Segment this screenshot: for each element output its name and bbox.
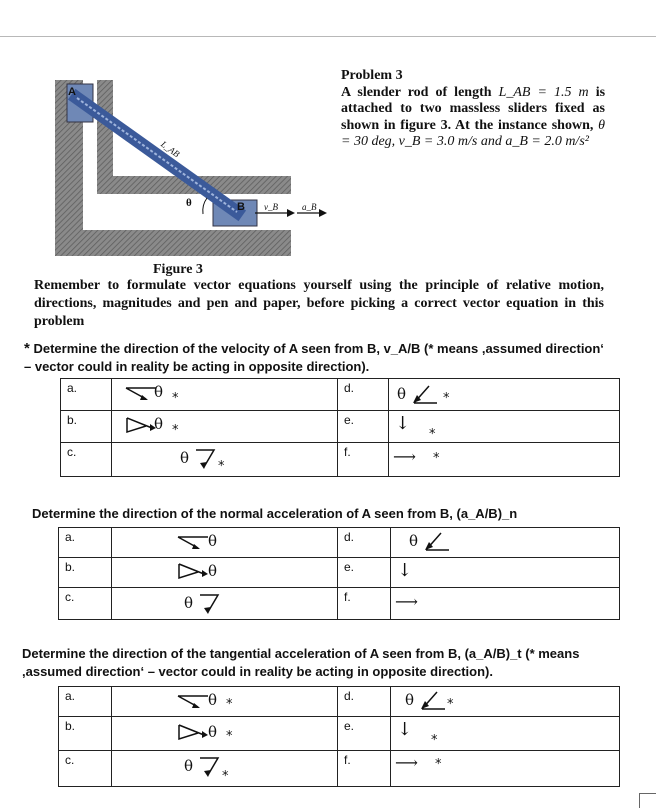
q1-option-e[interactable]: ↓ * (389, 411, 620, 443)
q1-option-f[interactable]: ⟶ * (389, 443, 620, 477)
q2-row-c-label: c. (59, 588, 112, 620)
q1-option-b[interactable]: θ * (112, 411, 338, 443)
angle-arrow-up-icon (423, 530, 451, 552)
q1-option-d[interactable]: θ * (389, 379, 620, 411)
figure-caption: Figure 3 (153, 262, 203, 277)
angle-from-horizontal-icon (176, 723, 212, 741)
q3-option-c[interactable]: θ * (112, 751, 338, 787)
q2-row-b-label: b. (59, 558, 112, 588)
q3-option-b[interactable]: θ * (112, 717, 338, 751)
question-1 (24, 340, 614, 376)
q1-row-c-label: c. (61, 443, 112, 477)
q3-row-f-label: f. (338, 751, 391, 787)
q1-text: Determine the direction of the velocity of A seen from B, v_A/B (* means ,assumed direction‘ – vector could in reality be acting in opposite direction). (24, 341, 604, 374)
q2-options-table (58, 527, 620, 620)
q3-row-e-label: e. (338, 717, 391, 751)
q2-row-d-label: d. (338, 528, 391, 558)
q2-row-f-label: f. (338, 588, 391, 620)
q1-row-f-label: f. (338, 443, 389, 477)
q2-text: Determine the direction of the normal acceleration of A seen from B, (a_A/B)_n (32, 506, 518, 521)
q3-option-f[interactable]: ⟶ * (391, 751, 620, 787)
q2-option-a[interactable]: θ (112, 528, 338, 558)
q1-star: * (24, 340, 30, 357)
q1-row-b-label: b. (61, 411, 112, 443)
top-rule (0, 36, 656, 37)
q2-option-d[interactable]: θ (391, 528, 620, 558)
instructions: Remember to formulate vector equations yourself using the principle of relative motion, directions, magnitudes and pen and paper, before picking a correct vector equation in this problem (34, 278, 604, 329)
figure-label-lab: L_AB (159, 138, 182, 160)
q2-row-a-label: a. (59, 528, 112, 558)
problem-text2: is attached to two massless sliders fixed as shown in figure 3. At the instance shown, (341, 84, 606, 133)
figure-label-b: B (237, 201, 245, 213)
q3-option-d[interactable]: θ * (391, 687, 620, 717)
angle-from-horizontal-icon (176, 562, 212, 580)
q1-row-a-label: a. (61, 379, 112, 411)
angle-from-vertical-icon (176, 534, 212, 550)
figure-label-ab: a_B (302, 202, 317, 212)
figure-3 (55, 80, 335, 265)
angle-down-arrow-icon (198, 592, 220, 616)
q3-option-e[interactable]: ↓ * (391, 717, 620, 751)
angle-arrow-up-icon (419, 689, 447, 711)
q3-row-a-label: a. (59, 687, 112, 717)
q1-options-table (60, 378, 620, 477)
question-3 (22, 645, 612, 681)
figure-label-a: A (68, 86, 76, 98)
page-corner-icon (639, 793, 656, 808)
q3-text: Determine the direction of the tangential acceleration of A seen from B, (a_A/B)_t (* means ,assumed direction‘ – vector could in reality be acting in opposite direction). (22, 646, 580, 679)
figure-label-theta: θ (186, 197, 192, 209)
q3-row-b-label: b. (59, 717, 112, 751)
q2-option-c[interactable]: θ (112, 588, 338, 620)
q3-row-c-label: c. (59, 751, 112, 787)
problem-text: A slender rod of length (341, 84, 492, 100)
problem-length: L_AB = 1.5 m (498, 84, 589, 100)
angle-arrow-up-icon (411, 383, 439, 405)
q1-row-d-label: d. (338, 379, 389, 411)
q1-row-e-label: e. (338, 411, 389, 443)
q1-option-c[interactable]: θ * (112, 443, 338, 477)
question-2 (32, 505, 602, 523)
angle-down-arrow-icon (194, 447, 216, 471)
problem-title: Problem 3 (341, 68, 403, 83)
problem-values: θ = 30 deg, v_B = 3.0 m/s and a_B = 2.0 m/s² (341, 117, 605, 149)
q2-option-e[interactable]: ↓ (391, 558, 620, 588)
q3-row-d-label: d. (338, 687, 391, 717)
q2-option-b[interactable]: θ (112, 558, 338, 588)
q3-options-table (58, 686, 620, 787)
q2-row-e-label: e. (338, 558, 391, 588)
angle-down-arrow-icon (198, 755, 220, 779)
figure-label-vb: v_B (264, 202, 278, 212)
q3-option-a[interactable]: θ * (112, 687, 338, 717)
problem-statement (341, 68, 605, 151)
angle-from-vertical-icon (176, 693, 212, 709)
q1-option-a[interactable]: θ * (112, 379, 338, 411)
q2-option-f[interactable]: ⟶ (391, 588, 620, 620)
theta-arc (203, 198, 207, 214)
